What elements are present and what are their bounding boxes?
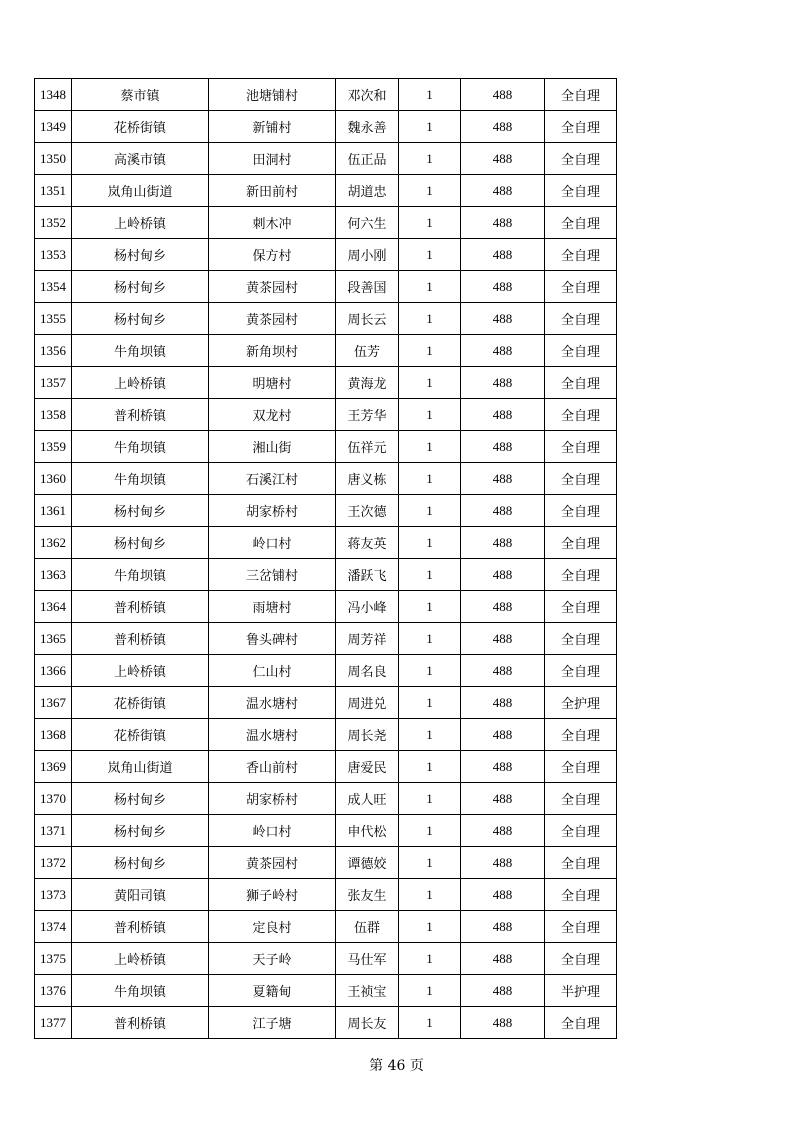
table-row xyxy=(35,815,617,847)
table-row xyxy=(35,847,617,879)
table-row xyxy=(35,879,617,911)
count-cell: 1 xyxy=(399,463,461,495)
person-name-cell: 伍祥元 xyxy=(336,431,399,463)
person-name-cell: 马仕军 xyxy=(336,943,399,975)
care-level-cell: 全自理 xyxy=(545,431,617,463)
village-cell: 胡家桥村 xyxy=(209,495,336,527)
table-row xyxy=(35,687,617,719)
town-cell: 上岭桥镇 xyxy=(72,655,209,687)
row-number-cell: 1359 xyxy=(35,431,72,463)
town-cell: 杨村甸乡 xyxy=(72,303,209,335)
table-row xyxy=(35,335,617,367)
table-row xyxy=(35,719,617,751)
row-number-cell: 1357 xyxy=(35,367,72,399)
table-row xyxy=(35,751,617,783)
village-cell: 岭口村 xyxy=(209,527,336,559)
amount-cell: 488 xyxy=(461,399,545,431)
row-number-cell: 1366 xyxy=(35,655,72,687)
person-name-cell: 潘跃飞 xyxy=(336,559,399,591)
village-cell: 岭口村 xyxy=(209,815,336,847)
person-name-cell: 唐义栋 xyxy=(336,463,399,495)
row-number-cell: 1375 xyxy=(35,943,72,975)
care-level-cell: 全自理 xyxy=(545,175,617,207)
person-name-cell: 周长云 xyxy=(336,303,399,335)
person-name-cell: 唐爱民 xyxy=(336,751,399,783)
amount-cell: 488 xyxy=(461,239,545,271)
village-cell: 保方村 xyxy=(209,239,336,271)
row-number-cell: 1348 xyxy=(35,79,72,111)
amount-cell: 488 xyxy=(461,719,545,751)
care-level-cell: 全自理 xyxy=(545,111,617,143)
person-name-cell: 黄海龙 xyxy=(336,367,399,399)
row-number-cell: 1362 xyxy=(35,527,72,559)
village-cell: 田洞村 xyxy=(209,143,336,175)
town-cell: 普利桥镇 xyxy=(72,623,209,655)
amount-cell: 488 xyxy=(461,303,545,335)
row-number-cell: 1377 xyxy=(35,1007,72,1039)
table-row xyxy=(35,303,617,335)
town-cell: 岚角山街道 xyxy=(72,751,209,783)
care-level-cell: 全自理 xyxy=(545,719,617,751)
table-row xyxy=(35,271,617,303)
person-name-cell: 伍正品 xyxy=(336,143,399,175)
person-name-cell: 王次德 xyxy=(336,495,399,527)
records-table-container xyxy=(34,78,616,1039)
care-level-cell: 全自理 xyxy=(545,1007,617,1039)
care-level-cell: 全自理 xyxy=(545,303,617,335)
count-cell: 1 xyxy=(399,783,461,815)
count-cell: 1 xyxy=(399,687,461,719)
table-row xyxy=(35,655,617,687)
village-cell: 湘山街 xyxy=(209,431,336,463)
amount-cell: 488 xyxy=(461,559,545,591)
care-level-cell: 全自理 xyxy=(545,399,617,431)
town-cell: 牛角坝镇 xyxy=(72,975,209,1007)
person-name-cell: 周长友 xyxy=(336,1007,399,1039)
amount-cell: 488 xyxy=(461,655,545,687)
table-row xyxy=(35,975,617,1007)
town-cell: 上岭桥镇 xyxy=(72,943,209,975)
row-number-cell: 1355 xyxy=(35,303,72,335)
count-cell: 1 xyxy=(399,79,461,111)
row-number-cell: 1353 xyxy=(35,239,72,271)
row-number-cell: 1373 xyxy=(35,879,72,911)
village-cell: 天子岭 xyxy=(209,943,336,975)
village-cell: 池塘铺村 xyxy=(209,79,336,111)
town-cell: 花桥街镇 xyxy=(72,111,209,143)
village-cell: 鲁头碑村 xyxy=(209,623,336,655)
village-cell: 新铺村 xyxy=(209,111,336,143)
village-cell: 黄茶园村 xyxy=(209,847,336,879)
village-cell: 定良村 xyxy=(209,911,336,943)
amount-cell: 488 xyxy=(461,207,545,239)
town-cell: 杨村甸乡 xyxy=(72,847,209,879)
town-cell: 杨村甸乡 xyxy=(72,239,209,271)
care-level-cell: 全自理 xyxy=(545,879,617,911)
person-name-cell: 王祯宝 xyxy=(336,975,399,1007)
table-row xyxy=(35,239,617,271)
amount-cell: 488 xyxy=(461,175,545,207)
amount-cell: 488 xyxy=(461,367,545,399)
table-row xyxy=(35,431,617,463)
town-cell: 黄阳司镇 xyxy=(72,879,209,911)
count-cell: 1 xyxy=(399,911,461,943)
table-row xyxy=(35,207,617,239)
village-cell: 仁山村 xyxy=(209,655,336,687)
village-cell: 黄茶园村 xyxy=(209,303,336,335)
town-cell: 普利桥镇 xyxy=(72,911,209,943)
village-cell: 温水塘村 xyxy=(209,719,336,751)
person-name-cell: 伍群 xyxy=(336,911,399,943)
village-cell: 香山前村 xyxy=(209,751,336,783)
amount-cell: 488 xyxy=(461,911,545,943)
village-cell: 温水塘村 xyxy=(209,687,336,719)
town-cell: 牛角坝镇 xyxy=(72,559,209,591)
row-number-cell: 1367 xyxy=(35,687,72,719)
town-cell: 花桥街镇 xyxy=(72,719,209,751)
care-level-cell: 全护理 xyxy=(545,687,617,719)
village-cell: 刺木冲 xyxy=(209,207,336,239)
table-row xyxy=(35,1007,617,1039)
person-name-cell: 申代松 xyxy=(336,815,399,847)
care-level-cell: 全自理 xyxy=(545,271,617,303)
count-cell: 1 xyxy=(399,239,461,271)
row-number-cell: 1368 xyxy=(35,719,72,751)
care-level-cell: 全自理 xyxy=(545,367,617,399)
amount-cell: 488 xyxy=(461,943,545,975)
village-cell: 黄茶园村 xyxy=(209,271,336,303)
person-name-cell: 周小刚 xyxy=(336,239,399,271)
town-cell: 高溪市镇 xyxy=(72,143,209,175)
table-row xyxy=(35,367,617,399)
table-row xyxy=(35,943,617,975)
row-number-cell: 1372 xyxy=(35,847,72,879)
village-cell: 狮子岭村 xyxy=(209,879,336,911)
town-cell: 蔡市镇 xyxy=(72,79,209,111)
row-number-cell: 1354 xyxy=(35,271,72,303)
count-cell: 1 xyxy=(399,655,461,687)
row-number-cell: 1356 xyxy=(35,335,72,367)
table-row xyxy=(35,495,617,527)
village-cell: 新角坝村 xyxy=(209,335,336,367)
town-cell: 牛角坝镇 xyxy=(72,463,209,495)
count-cell: 1 xyxy=(399,207,461,239)
person-name-cell: 张友生 xyxy=(336,879,399,911)
village-cell: 江子塘 xyxy=(209,1007,336,1039)
town-cell: 杨村甸乡 xyxy=(72,783,209,815)
care-level-cell: 全自理 xyxy=(545,847,617,879)
town-cell: 杨村甸乡 xyxy=(72,815,209,847)
count-cell: 1 xyxy=(399,1007,461,1039)
town-cell: 上岭桥镇 xyxy=(72,207,209,239)
table-row xyxy=(35,911,617,943)
count-cell: 1 xyxy=(399,751,461,783)
town-cell: 杨村甸乡 xyxy=(72,527,209,559)
table-row xyxy=(35,591,617,623)
count-cell: 1 xyxy=(399,591,461,623)
amount-cell: 488 xyxy=(461,335,545,367)
count-cell: 1 xyxy=(399,879,461,911)
amount-cell: 488 xyxy=(461,751,545,783)
count-cell: 1 xyxy=(399,399,461,431)
care-level-cell: 全自理 xyxy=(545,239,617,271)
table-row xyxy=(35,79,617,111)
care-level-cell: 全自理 xyxy=(545,335,617,367)
village-cell: 石溪江村 xyxy=(209,463,336,495)
town-cell: 牛角坝镇 xyxy=(72,335,209,367)
table-row xyxy=(35,463,617,495)
count-cell: 1 xyxy=(399,143,461,175)
amount-cell: 488 xyxy=(461,111,545,143)
care-level-cell: 全自理 xyxy=(545,591,617,623)
town-cell: 杨村甸乡 xyxy=(72,495,209,527)
person-name-cell: 段善国 xyxy=(336,271,399,303)
row-number-cell: 1352 xyxy=(35,207,72,239)
person-name-cell: 成人旺 xyxy=(336,783,399,815)
person-name-cell: 周长尧 xyxy=(336,719,399,751)
amount-cell: 488 xyxy=(461,815,545,847)
table-row xyxy=(35,399,617,431)
amount-cell: 488 xyxy=(461,143,545,175)
count-cell: 1 xyxy=(399,335,461,367)
amount-cell: 488 xyxy=(461,687,545,719)
table-row xyxy=(35,175,617,207)
town-cell: 普利桥镇 xyxy=(72,399,209,431)
table-row xyxy=(35,623,617,655)
table-row xyxy=(35,527,617,559)
care-level-cell: 全自理 xyxy=(545,495,617,527)
person-name-cell: 伍芳 xyxy=(336,335,399,367)
person-name-cell: 蒋友英 xyxy=(336,527,399,559)
village-cell: 胡家桥村 xyxy=(209,783,336,815)
amount-cell: 488 xyxy=(461,623,545,655)
village-cell: 雨塘村 xyxy=(209,591,336,623)
care-level-cell: 全自理 xyxy=(545,559,617,591)
row-number-cell: 1358 xyxy=(35,399,72,431)
care-level-cell: 全自理 xyxy=(545,463,617,495)
count-cell: 1 xyxy=(399,175,461,207)
count-cell: 1 xyxy=(399,623,461,655)
village-cell: 明塘村 xyxy=(209,367,336,399)
row-number-cell: 1370 xyxy=(35,783,72,815)
amount-cell: 488 xyxy=(461,783,545,815)
care-level-cell: 全自理 xyxy=(545,815,617,847)
count-cell: 1 xyxy=(399,847,461,879)
village-cell: 新田前村 xyxy=(209,175,336,207)
amount-cell: 488 xyxy=(461,495,545,527)
person-name-cell: 谭德姣 xyxy=(336,847,399,879)
row-number-cell: 1363 xyxy=(35,559,72,591)
count-cell: 1 xyxy=(399,527,461,559)
amount-cell: 488 xyxy=(461,1007,545,1039)
row-number-cell: 1364 xyxy=(35,591,72,623)
town-cell: 牛角坝镇 xyxy=(72,431,209,463)
care-level-cell: 全自理 xyxy=(545,527,617,559)
records-table-body xyxy=(35,79,617,1039)
table-row xyxy=(35,559,617,591)
row-number-cell: 1365 xyxy=(35,623,72,655)
count-cell: 1 xyxy=(399,303,461,335)
person-name-cell: 周进兑 xyxy=(336,687,399,719)
amount-cell: 488 xyxy=(461,527,545,559)
amount-cell: 488 xyxy=(461,975,545,1007)
count-cell: 1 xyxy=(399,719,461,751)
row-number-cell: 1349 xyxy=(35,111,72,143)
row-number-cell: 1351 xyxy=(35,175,72,207)
amount-cell: 488 xyxy=(461,431,545,463)
village-cell: 夏籍甸 xyxy=(209,975,336,1007)
amount-cell: 488 xyxy=(461,271,545,303)
table-row xyxy=(35,111,617,143)
page-number: 第 46 页 xyxy=(369,1058,424,1074)
count-cell: 1 xyxy=(399,271,461,303)
person-name-cell: 周芳祥 xyxy=(336,623,399,655)
village-cell: 双龙村 xyxy=(209,399,336,431)
row-number-cell: 1369 xyxy=(35,751,72,783)
count-cell: 1 xyxy=(399,943,461,975)
count-cell: 1 xyxy=(399,495,461,527)
amount-cell: 488 xyxy=(461,879,545,911)
person-name-cell: 何六生 xyxy=(336,207,399,239)
care-level-cell: 全自理 xyxy=(545,79,617,111)
town-cell: 普利桥镇 xyxy=(72,1007,209,1039)
care-level-cell: 全自理 xyxy=(545,911,617,943)
town-cell: 杨村甸乡 xyxy=(72,271,209,303)
table-row xyxy=(35,143,617,175)
care-level-cell: 全自理 xyxy=(545,207,617,239)
village-cell: 三岔铺村 xyxy=(209,559,336,591)
amount-cell: 488 xyxy=(461,847,545,879)
town-cell: 普利桥镇 xyxy=(72,591,209,623)
person-name-cell: 王芳华 xyxy=(336,399,399,431)
count-cell: 1 xyxy=(399,975,461,1007)
care-level-cell: 全自理 xyxy=(545,143,617,175)
row-number-cell: 1350 xyxy=(35,143,72,175)
care-level-cell: 全自理 xyxy=(545,623,617,655)
care-level-cell: 全自理 xyxy=(545,655,617,687)
records-table xyxy=(34,78,617,1039)
row-number-cell: 1360 xyxy=(35,463,72,495)
care-level-cell: 半护理 xyxy=(545,975,617,1007)
care-level-cell: 全自理 xyxy=(545,751,617,783)
count-cell: 1 xyxy=(399,367,461,399)
person-name-cell: 魏永善 xyxy=(336,111,399,143)
row-number-cell: 1361 xyxy=(35,495,72,527)
amount-cell: 488 xyxy=(461,79,545,111)
count-cell: 1 xyxy=(399,815,461,847)
town-cell: 岚角山街道 xyxy=(72,175,209,207)
amount-cell: 488 xyxy=(461,591,545,623)
amount-cell: 488 xyxy=(461,463,545,495)
count-cell: 1 xyxy=(399,111,461,143)
row-number-cell: 1376 xyxy=(35,975,72,1007)
person-name-cell: 周名良 xyxy=(336,655,399,687)
town-cell: 上岭桥镇 xyxy=(72,367,209,399)
person-name-cell: 胡道忠 xyxy=(336,175,399,207)
person-name-cell: 邓次和 xyxy=(336,79,399,111)
count-cell: 1 xyxy=(399,559,461,591)
person-name-cell: 冯小峰 xyxy=(336,591,399,623)
row-number-cell: 1374 xyxy=(35,911,72,943)
care-level-cell: 全自理 xyxy=(545,943,617,975)
row-number-cell: 1371 xyxy=(35,815,72,847)
town-cell: 花桥街镇 xyxy=(72,687,209,719)
table-row xyxy=(35,783,617,815)
count-cell: 1 xyxy=(399,431,461,463)
care-level-cell: 全自理 xyxy=(545,783,617,815)
